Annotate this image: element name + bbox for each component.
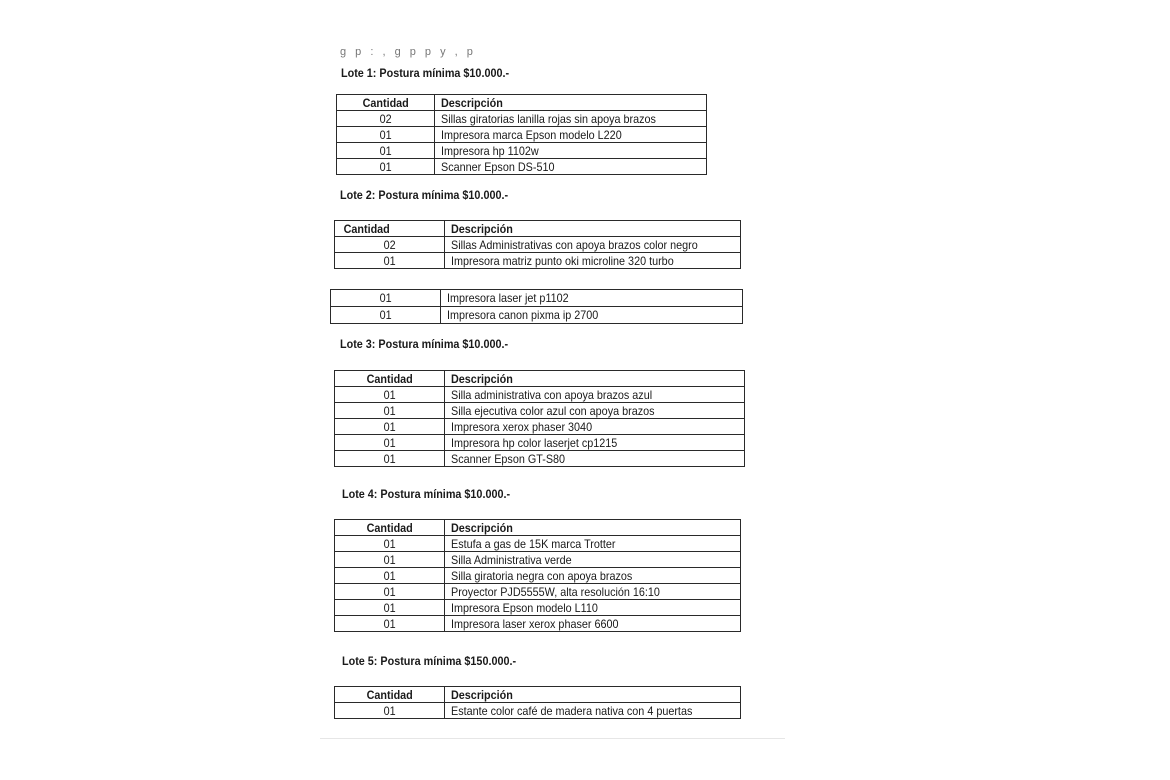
cell-qty: 01 (335, 568, 445, 584)
table-row (335, 600, 741, 616)
cell-qty: 01 (331, 290, 441, 307)
cell-qty: 01 (335, 703, 445, 719)
table-row (335, 616, 741, 632)
lote-2-table (334, 220, 741, 269)
cell-desc: Impresora laser jet p1102 (441, 290, 743, 307)
table-row (335, 584, 741, 600)
lote-5-title: Lote 5: Postura mínima $150.000.- (342, 654, 517, 668)
cell-qty: 01 (337, 127, 435, 143)
cell-qty: 02 (337, 111, 435, 127)
cell-desc: Silla administrativa con apoya brazos azul (445, 387, 745, 403)
table-row (337, 159, 707, 175)
table-header-row (335, 371, 745, 387)
cell-qty: 01 (331, 307, 441, 324)
cell-qty: 01 (335, 403, 445, 419)
header-cantidad: Cantidad (335, 221, 445, 237)
cell-desc: Impresora Epson modelo L110 (445, 600, 741, 616)
lote-5-table (334, 686, 741, 719)
table-header-row (337, 95, 707, 111)
cell-desc: Impresora laser xerox phaser 6600 (445, 616, 741, 632)
table-row (331, 290, 743, 307)
cell-qty: 02 (335, 237, 445, 253)
lote-1-table (336, 94, 707, 175)
cell-qty: 01 (335, 419, 445, 435)
cell-desc: Sillas Administrativas con apoya brazos color negro (445, 237, 741, 253)
table-header-row (335, 221, 741, 237)
table-row (335, 435, 745, 451)
cell-desc: Scanner Epson DS-510 (435, 159, 707, 175)
cell-qty: 01 (335, 552, 445, 568)
table-row (335, 451, 745, 467)
header-descripcion: Descripción (445, 687, 741, 703)
cell-desc: Silla giratoria negra con apoya brazos (445, 568, 741, 584)
header-descripcion: Descripción (445, 371, 745, 387)
cell-desc: Proyector PJD5555W, alta resolución 16:10 (445, 584, 741, 600)
lote-1-title: Lote 1: Postura mínima $10.000.- (341, 66, 510, 80)
header-cantidad: Cantidad (335, 520, 445, 536)
cell-qty: 01 (335, 435, 445, 451)
lote-3-table (334, 370, 745, 467)
table-row (337, 127, 707, 143)
cell-desc: Scanner Epson GT-S80 (445, 451, 745, 467)
header-cantidad: Cantidad (335, 371, 445, 387)
lote-2-title: Lote 2: Postura mínima $10.000.- (340, 188, 509, 202)
table-row (335, 552, 741, 568)
lote-4-title: Lote 4: Postura mínima $10.000.- (342, 487, 511, 501)
table-row (335, 387, 745, 403)
table-row (335, 419, 745, 435)
table-row (335, 703, 741, 719)
cell-qty: 01 (335, 253, 445, 269)
cell-desc: Silla Administrativa verde (445, 552, 741, 568)
lote-2-continued-table (330, 289, 743, 324)
header-descripcion: Descripción (445, 221, 741, 237)
cell-desc: Sillas giratorias lanilla rojas sin apoya brazos (435, 111, 707, 127)
lote-4-table (334, 519, 741, 632)
cell-desc: Impresora marca Epson modelo L220 (435, 127, 707, 143)
cell-qty: 01 (335, 451, 445, 467)
cell-desc: Impresora matriz punto oki microline 320 turbo (445, 253, 741, 269)
cell-desc: Impresora hp color laserjet cp1215 (445, 435, 745, 451)
header-cantidad: Cantidad (337, 95, 435, 111)
table-row (335, 403, 745, 419)
table-row (337, 143, 707, 159)
cell-qty: 01 (335, 616, 445, 632)
table-row (335, 536, 741, 552)
cell-qty: 01 (335, 387, 445, 403)
lote-3-title: Lote 3: Postura mínima $10.000.- (340, 337, 509, 351)
cell-qty: 01 (337, 143, 435, 159)
table-row (337, 111, 707, 127)
table-row (331, 307, 743, 324)
header-descripcion: Descripción (445, 520, 741, 536)
cell-desc: Impresora hp 1102w (435, 143, 707, 159)
cell-qty: 01 (335, 584, 445, 600)
header-cantidad: Cantidad (335, 687, 445, 703)
cut-off-text-line: g p : , g p p y , p (340, 46, 476, 58)
table-header-row (335, 520, 741, 536)
cell-qty: 01 (335, 600, 445, 616)
table-header-row (335, 687, 741, 703)
cell-desc: Estufa a gas de 15K marca Trotter (445, 536, 741, 552)
header-descripcion: Descripción (435, 95, 707, 111)
table-row (335, 568, 741, 584)
cell-desc: Impresora canon pixma ip 2700 (441, 307, 743, 324)
table-row (335, 253, 741, 269)
table-row (335, 237, 741, 253)
cell-desc: Silla ejecutiva color azul con apoya brazos (445, 403, 745, 419)
cell-desc: Estante color café de madera nativa con 4 puertas (445, 703, 741, 719)
cell-qty: 01 (337, 159, 435, 175)
cell-desc: Impresora xerox phaser 3040 (445, 419, 745, 435)
cell-qty: 01 (335, 536, 445, 552)
